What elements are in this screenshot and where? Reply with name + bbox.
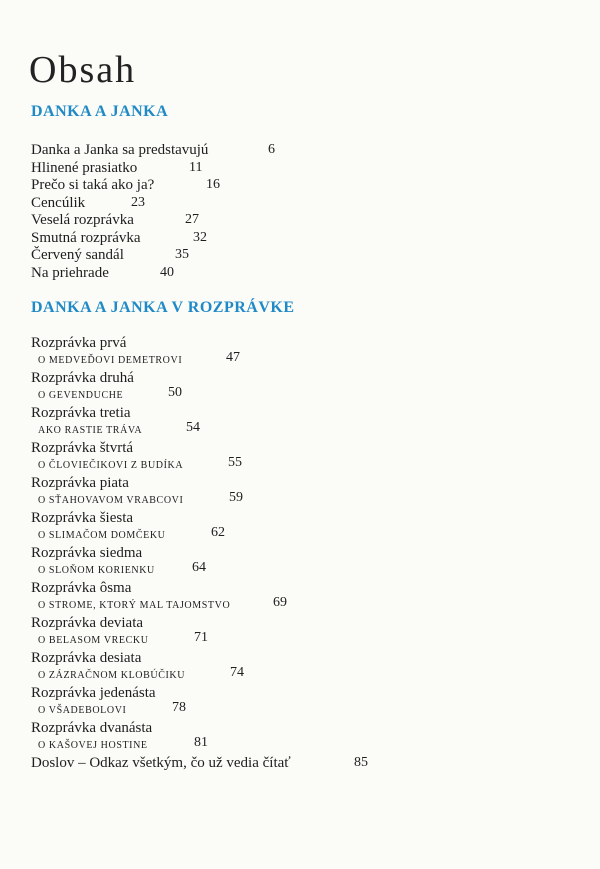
story-page: 71	[194, 630, 208, 645]
entry-title: Červený sandál	[31, 247, 124, 263]
story-page: 81	[194, 735, 208, 750]
toc-story[interactable]	[0, 650, 600, 686]
entry-title: Prečo si taká ako ja?	[31, 177, 155, 193]
story-page: 64	[192, 560, 206, 575]
entry-page: 32	[193, 230, 207, 245]
story-subtitle: O ČLOVIEČIKOVI Z BUDÍKA	[38, 460, 184, 471]
entry-title: Smutná rozprávka	[31, 230, 141, 246]
story-subtitle: O SLIMAČOM DOMČEKU	[38, 530, 166, 541]
story-page: 62	[211, 525, 225, 540]
story-title: Rozprávka štvrtá	[31, 440, 134, 456]
entry-page: 16	[206, 177, 220, 192]
story-subtitle: AKO RASTIE TRÁVA	[38, 425, 143, 436]
toc-story[interactable]	[0, 335, 600, 371]
toc-story[interactable]	[0, 475, 600, 511]
entry-page: 6	[268, 142, 275, 157]
story-page: 54	[186, 420, 200, 435]
toc-story[interactable]	[0, 510, 600, 546]
entry-title: Hlinené prasiatko	[31, 160, 138, 176]
entry-page: 85	[354, 755, 368, 770]
toc-entry[interactable]	[0, 177, 600, 195]
story-title: Rozprávka tretia	[31, 405, 131, 421]
toc-story[interactable]	[0, 720, 600, 756]
story-page: 78	[172, 700, 186, 715]
story-page: 47	[226, 350, 240, 365]
toc-entry[interactable]	[0, 195, 600, 213]
story-subtitle: O VŠADEBOLOVI	[38, 705, 127, 716]
story-page: 50	[168, 385, 182, 400]
toc-story[interactable]	[0, 545, 600, 581]
entry-page: 23	[131, 195, 145, 210]
story-subtitle: O GEVENDUCHE	[38, 390, 124, 401]
entry-page: 27	[185, 212, 199, 227]
story-title: Rozprávka deviata	[31, 615, 144, 631]
toc-entry[interactable]	[0, 265, 600, 283]
story-page: 59	[229, 490, 243, 505]
entry-title: Danka a Janka sa predstavujú	[31, 142, 209, 158]
story-title: Rozprávka druhá	[31, 370, 134, 386]
story-title: Rozprávka piata	[31, 475, 129, 491]
story-subtitle: O BELASOM VRECKU	[38, 635, 149, 646]
toc-entry[interactable]	[0, 160, 600, 178]
toc-story[interactable]	[0, 615, 600, 651]
entry-page: 35	[175, 247, 189, 262]
toc-story[interactable]	[0, 370, 600, 406]
story-subtitle: O ZÁZRAČNOM KLOBÚČIKU	[38, 670, 186, 681]
toc-story[interactable]	[0, 685, 600, 721]
toc-entry-doslov[interactable]	[0, 755, 600, 773]
entry-title: Cencúlik	[31, 195, 86, 211]
toc-entry[interactable]	[0, 142, 600, 160]
entry-title: Na priehrade	[31, 265, 109, 281]
story-title: Rozprávka siedma	[31, 545, 143, 561]
story-title: Rozprávka prvá	[31, 335, 127, 351]
page-title: Obsah	[29, 49, 137, 91]
toc-entry[interactable]	[0, 230, 600, 248]
section-heading-danka-a-janka-v-rozpravke: DANKA A JANKA V ROZPRÁVKE	[31, 299, 295, 316]
story-subtitle: O MEDVEĎOVI DEMETROVI	[38, 355, 183, 366]
toc-entry[interactable]	[0, 212, 600, 230]
story-page: 74	[230, 665, 244, 680]
story-title: Rozprávka dvanásta	[31, 720, 153, 736]
entry-page: 40	[160, 265, 174, 280]
story-subtitle: O KAŠOVEJ HOSTINE	[38, 740, 148, 751]
story-title: Rozprávka jedenásta	[31, 685, 156, 701]
story-page: 69	[273, 595, 287, 610]
toc-story[interactable]	[0, 580, 600, 616]
toc-entry[interactable]	[0, 247, 600, 265]
story-title: Rozprávka desiata	[31, 650, 142, 666]
story-title: Rozprávka šiesta	[31, 510, 134, 526]
story-subtitle: O SLOŇOM KORIENKU	[38, 565, 155, 576]
entry-page: 11	[189, 160, 203, 175]
story-title: Rozprávka ôsma	[31, 580, 132, 596]
entry-title: Doslov – Odkaz všetkým, čo už vedia čítať	[31, 755, 291, 771]
story-subtitle: O STROME, KTORÝ MAL TAJOMSTVO	[38, 600, 231, 611]
story-subtitle: O SŤAHOVAVOM VRABCOVI	[38, 495, 184, 506]
story-page: 55	[228, 455, 242, 470]
toc-story[interactable]	[0, 440, 600, 476]
toc-story[interactable]	[0, 405, 600, 441]
section-heading-danka-a-janka: DANKA A JANKA	[31, 103, 169, 120]
entry-title: Veselá rozprávka	[31, 212, 134, 228]
